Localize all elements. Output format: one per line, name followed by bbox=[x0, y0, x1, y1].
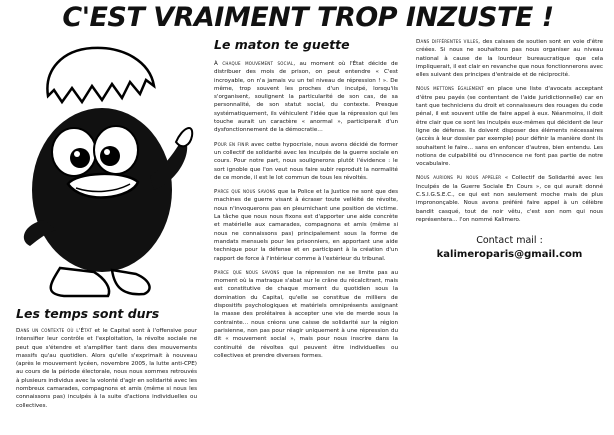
contact-email-link[interactable]: kalimeroparis@gmail.com bbox=[436, 249, 583, 261]
chick-feet bbox=[51, 268, 109, 296]
contact-label: Contact mail : bbox=[476, 235, 543, 247]
eggshell-hat bbox=[47, 48, 154, 102]
paragraph-text: au moment où l'État décide de distribuer des mois de prison, on peut entendre « C'est incroyable, on n'a jamais vu un tel niveau de répression ! ». De même, trop souvent les proches d'un inculpé, lorsqu'ils s'organisent, soulignent la particularité de son cas, de sa personnalité, de son statut social, du contexte. Presque systématiquement, ils véhiculent l'idée que la répression qui les touche aurait un caractère « anormal », participerait d'un dysfonctionnement de la démocratie… bbox=[214, 61, 398, 134]
column-left bbox=[16, 307, 197, 416]
paragraph-maton-1 bbox=[214, 60, 398, 135]
paragraph-maton-4 bbox=[214, 269, 398, 360]
paragraph-villes bbox=[416, 38, 603, 79]
paragraph-text: que la Police et la Justice ne sont que des machines de guerre visant à écraser toute velléité de révolte, nous n'invoquerons pas en pleurnichant une position de victime. La tâche que nous nous fixons est d'apporter une aide concrète et matérielle aux camarades, compagnons et amis (même si nous ne connaissons pas) principalement sous la forme de mandats mensuels pour les prisonniers, en apportant une aide technique pour la défense et en participant à la création d'un rapport de force à l'intérieur comme à l'extérieur du tribunal. bbox=[214, 189, 398, 262]
section-heading-maton: Le maton te guette bbox=[214, 37, 350, 52]
column-middle bbox=[214, 38, 398, 366]
page-title: C'EST VRAIMENT TROP INZUSTE ! bbox=[62, 2, 554, 33]
paragraph-text: avec cette hypocrisie, nous avons décidé de former un collectif de solidarité avec les inculpés de la guerre sociale en cours. Pour notre part, nous soulignerons plutôt l'évidence : le sort ignoble que l'on veut nous faire subir reproduit la normalité de ce monde, il est le lot commun de tous les révoltés. bbox=[214, 141, 398, 181]
paragraph-text: « Collectif de Solidarité avec les Inculpés de la Guerre Sociale En Cours », ce qui aurait donné C.S.I.G.S.E.C., ce qui est non seulement moche mais de plus imprononçable. Nous avons préféré faire appel à un célèbre bandit casqué, tout de noir vêtu, c'est son nom qui nous représentera… l'on nommé Kalimero. bbox=[416, 175, 604, 223]
paragraph-lead: Nous aurions pu nous appeler bbox=[416, 175, 502, 182]
calimero-chick-illustration bbox=[4, 40, 200, 305]
paragraph-lead: Parce que nous savons bbox=[214, 189, 276, 196]
paragraph-maton-3 bbox=[214, 188, 398, 263]
section-heading-temps: Les temps sont durs bbox=[16, 306, 160, 321]
paragraph-lead: Dans différentes villes, bbox=[416, 39, 481, 45]
column-right bbox=[416, 38, 603, 262]
paragraph-temps bbox=[16, 327, 197, 410]
paragraph-lead: À chaque mouvement social, bbox=[214, 61, 296, 67]
contact-block bbox=[416, 234, 603, 262]
paragraph-text: en place une liste d'avocats acceptant d'être peu payés (se contentant de l'aide juridictionnelle) car en tant que techniciens du droit et connaisseurs des rouages du code pénal, il est souvent utile de faire appel à eux. Néanmoins, il doit être clair que ce sont les inculpés eux-mêmes qui décident de leur ligne de défense. Ils doivent disposer des éléments nécessaires (accès à leur dossier par exemple) pour définir la manière dont ils souhaitent le faire… sans en enfoncer d'autres, bien entendu. Les notions de culpabilité ou d'innocence ne font pas partie de notre vocabulaire. bbox=[416, 86, 604, 168]
paragraph-text: et le Capital sont à l'offensive pour intensifier leur contrôle et l'exploitation, la révolte sociale ne peut que s'étendre et s'amplifier tant dans des mouvements massifs qu'au quotidien. Alors qu'elle s'exprimait à nouveau (après le mouvement lycéen, novembre 2005, la lutte anti-CPE) au cours de la période électorale, nous nous sommes retrouvés à plusieurs individus avec la volonté d'agir en solidarité avec les nombreux camarades, compagnons et amis (même si nous les connaissons pas) inculpés à la suite d'actions individuelles ou collectives. bbox=[16, 328, 197, 409]
paragraph-avocats bbox=[416, 85, 603, 168]
paragraph-lead: Nous mettons également bbox=[416, 86, 484, 93]
paragraph-text: des caisses de soutien sont en voie d'être créées. Si nous ne souhaitons pas nous organiser au niveau national à cause de la lourdeur bureaucratique que cela impliquerait, il est clair en revanche que nous fonctionnerons avec elles suivant des principes d'entraide et de réciprocité. bbox=[416, 39, 603, 79]
paragraph-lead: Pour en finir bbox=[214, 141, 249, 148]
paragraph-text: que la répression ne se limite pas au moment où la matraque s'abat sur le crâne du récalcitrant, mais est constitutive de chaque moment du quotidien sous la domination du Capital, qu'elle se constitue de milliers de dispositifs psychologiques et matériels omniprésents assignant la masse des prolétaires à accepter une vie de merde sous la contrainte… nous créons une caisse de solidarité sur la région parisienne, non pas pour réagir uniquement à une répression du dit « mouvement social », mais pour nous inscrire dans la continuité de révoltes qui peuvent être individuelles ou collectives et prendre diverses formes. bbox=[214, 269, 398, 359]
paragraph-lead: Parce que nous savons bbox=[214, 269, 280, 276]
paragraph-lead: Dans un contexte où l'État bbox=[16, 328, 92, 334]
paragraph-nom-collectif bbox=[416, 174, 603, 224]
paragraph-maton-2 bbox=[214, 141, 398, 182]
